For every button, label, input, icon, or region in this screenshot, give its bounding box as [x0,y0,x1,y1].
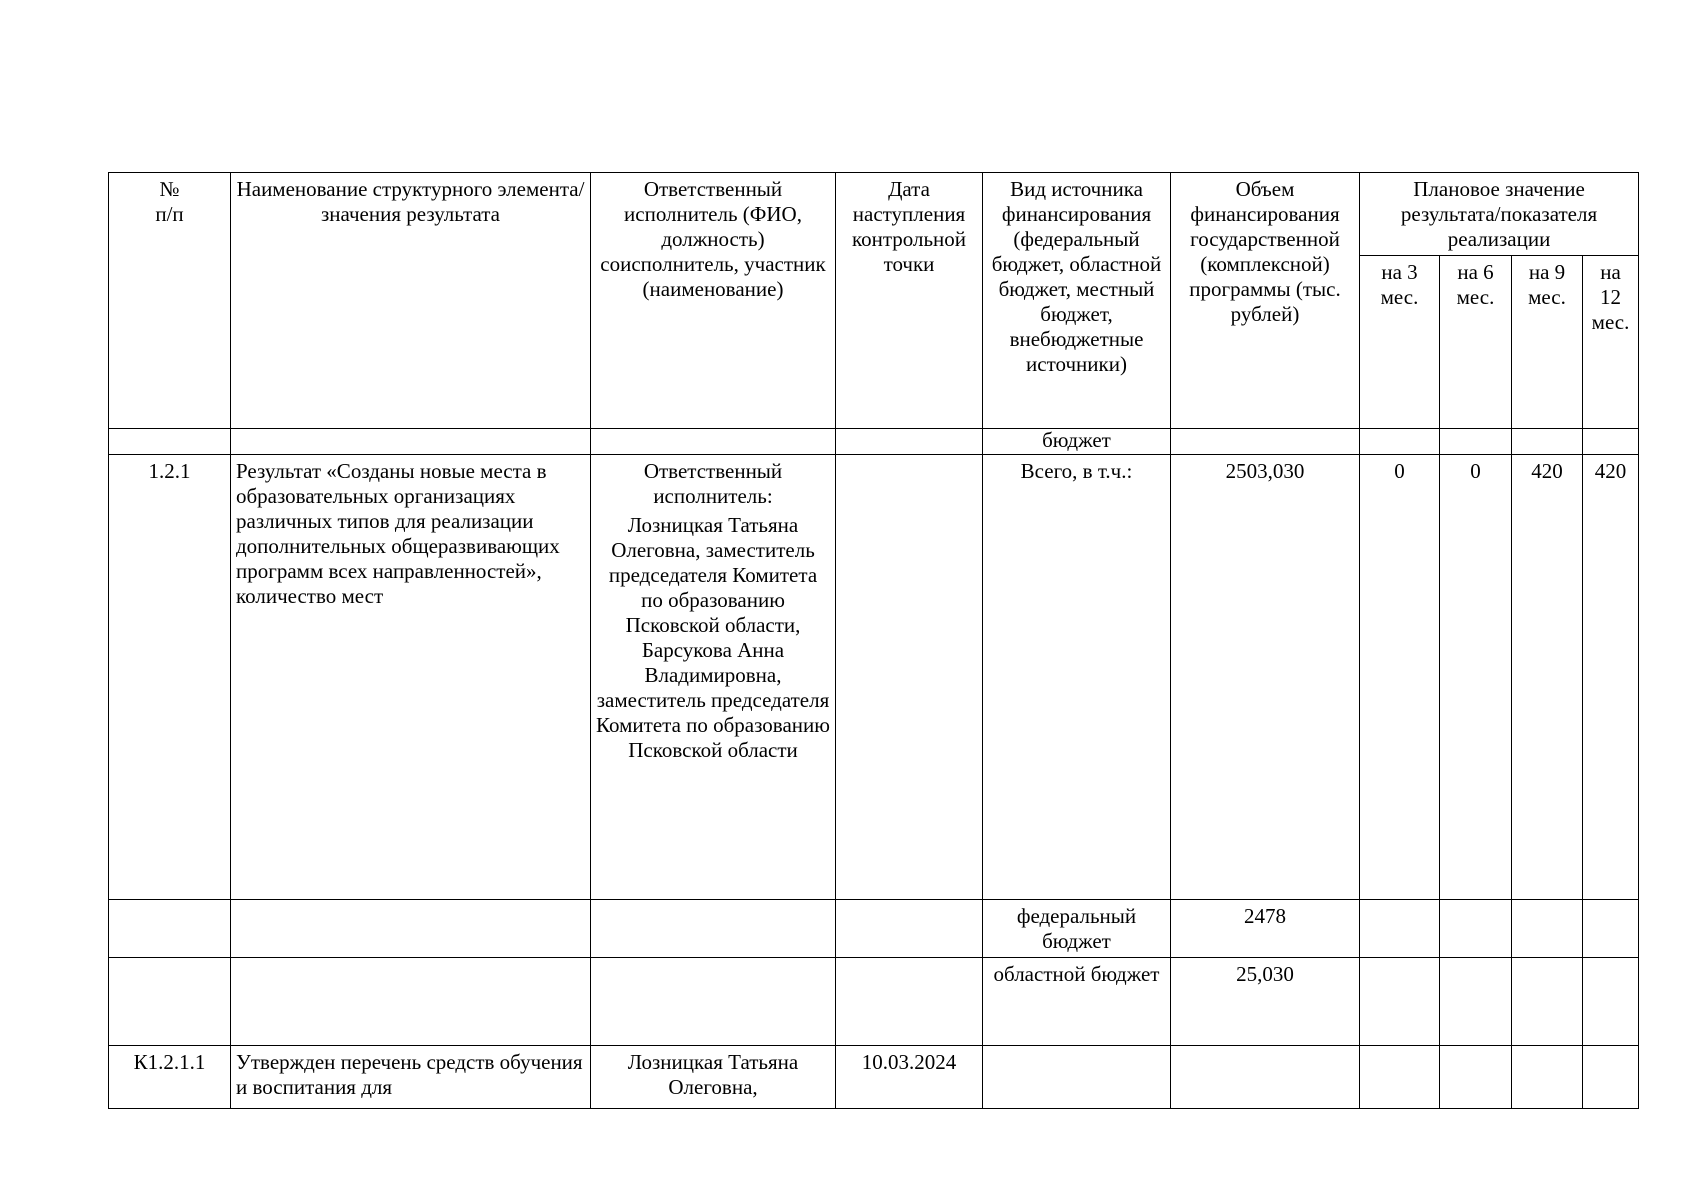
header-row [109,173,1639,256]
table-row [109,958,1639,1046]
plan-table [108,172,1639,1109]
header-num: № п/п [109,173,231,429]
row-name: Утвержден перечень средств обучения и воспитания для [231,1046,591,1109]
table-row [109,455,1639,900]
overflow-row [109,429,1639,455]
header-m9: на 9 мес. [1512,256,1583,429]
header-name: Наименование структурного элемента/ значения результата [231,173,591,429]
table-row [109,1046,1639,1109]
row-volume: 25,030 [1171,958,1360,1046]
header-source: Вид источника финансирования (федеральный бюджет, областной бюджет, местный бюджет, внебюджетные источники) [983,173,1171,429]
row-responsible: Лозницкая Татьяна Олеговна, [591,1046,836,1109]
header-responsible: Ответственный исполнитель (ФИО, должность) соисполнитель, участник (наименование) [591,173,836,429]
responsible-title: Ответственный исполнитель: [643,459,783,508]
row-responsible [591,455,836,900]
row-name: Результат «Созданы новые места в образовательных организациях различных типов для реализации дополнительных общеразвивающих программ всех направленностей», количество мест [231,455,591,900]
header-m3: на 3 мес. [1360,256,1440,429]
row-m3: 0 [1360,455,1440,900]
row-source: Всего, в т.ч.: [983,455,1171,900]
row-date: 10.03.2024 [836,1046,983,1109]
row-m9: 420 [1512,455,1583,900]
row-source: областной бюджет [983,958,1171,1046]
responsible-body: Лозницкая Татьяна Олеговна, заместитель председателя Комитета по образованию Псковской области, Барсукова Анна Владимировна, заместитель председателя Комитета по образованию Псковской области [596,513,830,762]
row-m12: 420 [1583,455,1639,900]
header-volume: Объем финансирования государственной (комплексной) программы (тыс. рублей) [1171,173,1360,429]
header-date: Дата наступления контрольной точки [836,173,983,429]
row-num: 1.2.1 [109,455,231,900]
row-num: К1.2.1.1 [109,1046,231,1109]
row-volume: 2478 [1171,900,1360,958]
row-volume: 2503,030 [1171,455,1360,900]
header-planned: Плановое значение результата/показателя реализации [1360,173,1639,256]
row-date [836,455,983,900]
row-m6: 0 [1440,455,1512,900]
header-m6: на 6 мес. [1440,256,1512,429]
row-source: федеральный бюджет [983,900,1171,958]
overflow-source: бюджет [983,429,1171,455]
table-row [109,900,1639,958]
header-m12: на 12 мес. [1583,256,1639,429]
